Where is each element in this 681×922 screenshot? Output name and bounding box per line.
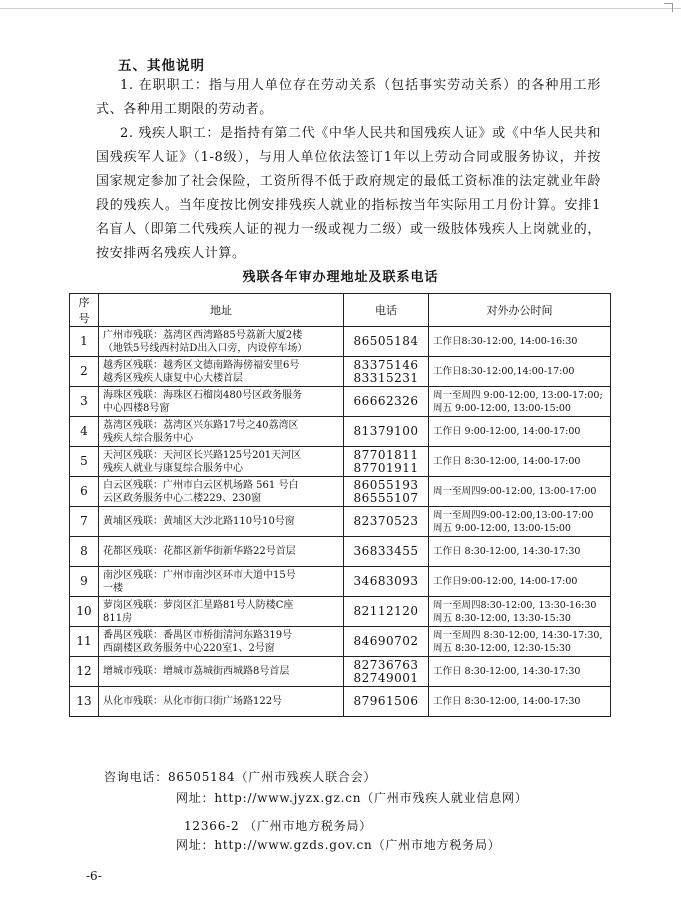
table-row <box>70 627 611 657</box>
table-header-row <box>70 294 611 327</box>
contacts-table <box>69 293 611 717</box>
row-phone <box>344 657 429 687</box>
header-no: 序号 <box>70 294 99 327</box>
row-hours-line: 周五 8:30-12:00, 12:30-15:30 <box>433 642 571 654</box>
row-address <box>99 417 344 447</box>
row-address <box>99 537 344 567</box>
row-hours-line: 周五 9:00-12:00, 13:00-15:00 <box>433 402 571 414</box>
table-row <box>70 447 611 477</box>
row-phone-line: 81379100 <box>353 424 419 438</box>
row-address-line: 南沙区残联：广州市南沙区环市大道中15号 <box>103 569 296 581</box>
row-phone-line: 66662326 <box>353 394 419 408</box>
table-row <box>70 537 611 567</box>
row-hours-line: 工作日9:00-12:00, 14:00-17:00 <box>433 576 578 587</box>
row-number: 5 <box>70 447 99 477</box>
row-phone <box>344 507 429 537</box>
row-address-line: 越秀区残疾人康复中心大楼首层 <box>103 372 243 384</box>
row-number: 11 <box>70 627 99 657</box>
row-address <box>99 687 344 717</box>
section-title: 五、其他说明 <box>118 58 205 74</box>
page-number: -6- <box>86 869 102 883</box>
row-phone <box>344 627 429 657</box>
row-address <box>99 627 344 657</box>
row-address <box>99 657 344 687</box>
header-hours: 对外办公时间 <box>429 294 611 327</box>
row-hours <box>429 657 611 687</box>
row-address-line: 荔湾区残联：荔湾区兴东路17号之40荔湾区 <box>103 419 299 431</box>
row-address <box>99 387 344 417</box>
row-hours-line: 周一至周四 8:30-12:00, 14:30-17:30, <box>433 629 603 641</box>
row-number: 4 <box>70 417 99 447</box>
row-phone <box>344 477 429 507</box>
row-phone-line: 82370523 <box>353 514 419 528</box>
table-row <box>70 417 611 447</box>
row-phone-line: 82736763 <box>353 657 419 672</box>
row-address <box>99 597 344 627</box>
row-address <box>99 447 344 477</box>
row-address-line: 残疾人综合服务中心 <box>103 432 193 444</box>
row-address <box>99 567 344 597</box>
row-number: 3 <box>70 387 99 417</box>
tax-hotline: 12366-2 （广州市地方税务局） <box>184 819 373 833</box>
row-number: 10 <box>70 597 99 627</box>
row-hours <box>429 417 611 447</box>
row-address <box>99 327 344 357</box>
row-phone-line: 86505184 <box>353 334 419 348</box>
row-address-line: 越秀区残联：越秀区文德南路海傍福安里6号 <box>103 359 300 371</box>
row-number: 1 <box>70 327 99 357</box>
row-address <box>99 357 344 387</box>
table-row <box>70 687 611 717</box>
row-hours <box>429 387 611 417</box>
row-phone <box>344 567 429 597</box>
row-phone-line: 86055193 <box>353 477 419 492</box>
top-rule <box>0 8 681 9</box>
row-phone-line: 34683093 <box>353 574 419 588</box>
row-number: 9 <box>70 567 99 597</box>
row-phone-line: 82112120 <box>353 604 419 618</box>
corner-mark <box>664 3 673 12</box>
row-address-line: 西副楼区政务服务中心220室1、2号窗 <box>103 642 275 654</box>
row-phone-line: 82749001 <box>353 670 419 685</box>
row-hours <box>429 357 611 387</box>
row-number: 6 <box>70 477 99 507</box>
row-number: 7 <box>70 507 99 537</box>
row-hours <box>429 627 611 657</box>
row-address-line: 增城市残联：增城市荔城街西城路8号首层 <box>103 666 290 677</box>
row-phone <box>344 537 429 567</box>
row-address-line: 811房 <box>103 612 133 624</box>
row-address-line: 残疾人就业与康复综合服务中心 <box>103 462 243 474</box>
row-hours-line: 周一至周四9:00-12:00, 13:00-17:00 <box>433 486 597 497</box>
row-hours <box>429 537 611 567</box>
row-hours <box>429 327 611 357</box>
row-phone-line: 83375146 <box>353 357 419 372</box>
consult-phone: 咨询电话：86505184（广州市残疾人联合会） <box>104 770 377 784</box>
row-number: 13 <box>70 687 99 717</box>
row-number: 8 <box>70 537 99 567</box>
row-phone <box>344 327 429 357</box>
row-phone <box>344 597 429 627</box>
row-hours-line: 周一至周四8:30-12:00, 13:30-16:30 <box>433 599 597 611</box>
row-phone <box>344 417 429 447</box>
row-address <box>99 507 344 537</box>
row-hours-line: 工作日 8:30-12:00, 14:00-17:30 <box>433 696 581 707</box>
table-row <box>70 387 611 417</box>
row-phone-line: 86555107 <box>353 490 419 505</box>
row-hours <box>429 687 611 717</box>
header-phone: 电话 <box>344 294 429 327</box>
row-hours <box>429 567 611 597</box>
table-row <box>70 657 611 687</box>
row-hours-line: 工作日 8:30-12:00, 14:30-17:30 <box>433 666 581 677</box>
paragraph-disabled-employee-definition: 2. 残疾人职工：是指持有第二代《中华人民共和国残疾人证》或《中华人民共和国残疾军人证》（1-8级），与用人单位依法签订1年以上劳动合同或服务协议，并按国家规定参加了社会保险，工资所得不低于政府规定的最低工资标准的法定就业年龄段的残疾人。当年度按比例安排残疾人就业的指标按当年实际用工月份计算。安排1名盲人（即第二代残疾人证的视力一级或视力二级）或一级肢体残疾人上岗就业的，按安排两名残疾人计算。 <box>96 126 601 261</box>
row-hours-line: 周五 8:30-12:00, 13:30-15:30 <box>433 612 571 624</box>
row-address-line: 白云区残联：广州市白云区机场路 561 号白 <box>103 479 299 491</box>
row-address-line: 云区政务服务中心二楼229、230窗 <box>103 492 262 504</box>
row-address-line: 番禺区残联：番禺区市桥街清河东路319号 <box>103 629 293 641</box>
row-phone-line: 36833455 <box>353 544 419 558</box>
row-phone <box>344 687 429 717</box>
paragraph-employee-definition: 1. 在职职工：指与用人单位存在劳动关系（包括事实劳动关系）的各种用工形式、各种用工期限的劳动者。 <box>96 78 601 117</box>
row-phone-line: 84690702 <box>353 634 419 648</box>
row-phone <box>344 387 429 417</box>
row-address-line: 萝岗区残联：萝岗区汇星路81号人防楼C座 <box>103 599 294 611</box>
row-hours-line: 周一至周四 9:00-12:00, 13:00-17:00; <box>433 389 603 401</box>
row-address-line: （地铁5号线西村站D出入口旁，内设停车场） <box>103 342 308 354</box>
table-row <box>70 597 611 627</box>
table-body <box>70 327 611 717</box>
row-hours-line: 周一至周四9:00-12:00,13:00-17:00 <box>433 509 594 521</box>
row-hours-line: 工作日 8:30-12:00, 14:30-17:30 <box>433 546 581 557</box>
row-address-line: 花都区残联：花都区新华街新华路22号首层 <box>103 546 296 557</box>
row-phone-line: 87701911 <box>353 460 419 475</box>
table-row <box>70 477 611 507</box>
row-hours <box>429 507 611 537</box>
row-phone <box>344 447 429 477</box>
row-address-line: 天河区残联：天河区长兴路125号201天河区 <box>103 449 302 461</box>
table-row <box>70 327 611 357</box>
website-link-gzds[interactable]: 网址：http://www.gzds.gov.cn（广州市地方税务局） <box>176 838 501 852</box>
table-row <box>70 567 611 597</box>
row-address-line: 从化市残联：从化市街口街广场路122号 <box>103 696 283 707</box>
row-hours-line: 工作日8:30-12:00, 14:00-16:30 <box>433 336 578 347</box>
row-hours-line: 周五 9:00-12:00, 13:00-15:00 <box>433 522 571 534</box>
row-hours <box>429 447 611 477</box>
table-title: 残联各年审办理地址及联系电话 <box>242 270 439 285</box>
row-address-line: 中心四楼8号窗 <box>103 402 170 414</box>
row-hours <box>429 477 611 507</box>
row-phone-line: 87961506 <box>353 694 419 708</box>
row-hours-line: 工作日 9:00-12:00, 14:00-17:00 <box>433 426 581 437</box>
row-hours-line: 工作日 8:30-12:00, 14:00-17:00 <box>433 456 581 467</box>
row-number: 12 <box>70 657 99 687</box>
row-phone-line: 87701811 <box>353 447 419 462</box>
table-row <box>70 357 611 387</box>
row-hours <box>429 597 611 627</box>
row-number: 2 <box>70 357 99 387</box>
row-hours-line: 工作日8:30-12:00,14:00-17:00 <box>433 366 575 377</box>
row-address <box>99 477 344 507</box>
row-phone <box>344 357 429 387</box>
row-address-line: 海珠区残联：海珠区石榴岗480号区政务服务 <box>103 389 303 401</box>
row-address-line: 广州市残联：荔湾区西湾路85号荔新大厦2楼 <box>103 329 303 341</box>
header-address: 地址 <box>99 294 344 327</box>
row-address-line: 黄埔区残联：黄埔区大沙北路110号10号窗 <box>103 516 295 527</box>
table-row <box>70 507 611 537</box>
row-address-line: 一楼 <box>103 582 123 594</box>
row-phone-line: 83315231 <box>353 370 419 385</box>
website-link-jyzx[interactable]: 网址：http://www.jyzx.gz.cn（广州市残疾人就业信息网） <box>176 791 528 805</box>
